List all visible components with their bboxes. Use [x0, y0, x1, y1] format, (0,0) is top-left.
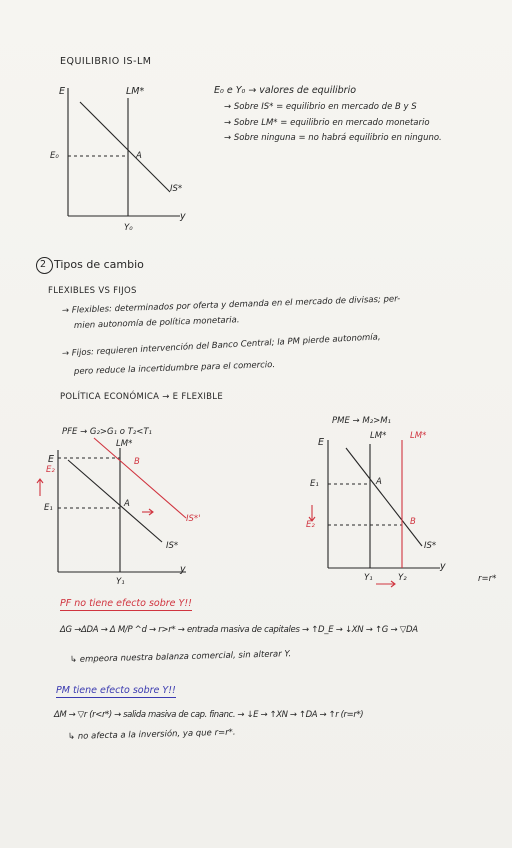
bullet-fijos-1: → Fijos: requieren intervención del Banco Central; la PM pierde autonomía, — [61, 332, 381, 359]
g1-y-label: E — [59, 86, 66, 97]
pf-consequence: ↳ empeora nuestra balanza comercial, sin alterar Y. — [69, 649, 292, 665]
g3-lm-label: LM* — [370, 431, 387, 441]
pf-title: PF no tiene efecto sobre Y!! — [60, 598, 192, 609]
g1-y0-label: Y₀ — [124, 223, 133, 233]
g1-point-a: A — [136, 151, 142, 161]
g3-point-a: A — [376, 477, 382, 487]
g3-x-label: y — [440, 561, 446, 572]
g3-e1-label: E₁ — [310, 479, 319, 489]
pf-side-note: r=r* — [478, 574, 497, 584]
g1-lm-label: LM* — [126, 86, 145, 97]
g2-e1-label: E₁ — [44, 503, 53, 513]
note-none: → Sobre ninguna = no habrá equilibrio en ninguno. — [224, 133, 442, 143]
note-is: → Sobre IS* = equilibrio en mercado de B y S — [224, 102, 417, 112]
policy-title: POLÍTICA ECONÓMICA → E FLEXIBLE — [60, 392, 224, 402]
g3-y-label: E — [318, 437, 325, 448]
g2-point-b: B — [134, 457, 140, 467]
g2-y-label: E — [48, 454, 55, 465]
g3-is-label: IS* — [424, 541, 437, 551]
bullet-flexibles-1: → Flexibles: determinados por oferta y demanda en el mercado de divisas; per- — [61, 294, 401, 316]
g3-e2-label: E₂ — [306, 520, 315, 530]
note-lm: → Sobre LM* = equilibrio en mercado monetario — [224, 118, 430, 128]
g3-is-curve — [346, 448, 422, 546]
g2-x-label: y — [180, 564, 186, 575]
g1-is-label: IS* — [170, 184, 183, 194]
g2-point-a: A — [124, 499, 130, 509]
g1-x-label: y — [180, 211, 186, 222]
section-subtitle: FLEXIBLES VS FIJOS — [48, 286, 137, 296]
section-title: Tipos de cambio — [54, 258, 144, 271]
g3-header: PME → M₂>M₁ — [332, 416, 391, 426]
g3-point-b: B — [410, 517, 416, 527]
pm-title: PM tiene efecto sobre Y!! — [56, 685, 176, 696]
bullet-flexibles-2: mien autonomía de política monetaria. — [73, 315, 240, 331]
page-title: EQUILIBRIO IS-LM — [60, 56, 152, 67]
g2-y1-label: Y₁ — [116, 577, 125, 587]
g1-e0-label: E₀ — [50, 151, 59, 161]
g2-header: PFE → G₂>G₁ o T₂<T₁ — [62, 427, 152, 437]
g3-y1-label: Y₁ — [364, 573, 373, 583]
note-equilibrium-values: E₀ e Y₀ → valores de equilibrio — [214, 85, 357, 96]
pf-chain: ΔG →ΔDA → Δ M/P ^d → r>r* → entrada masiva de capitales → ↑D_E → ↓XN → ↑G → ▽DA — [60, 625, 418, 635]
g3-lm2-label: LM* — [410, 431, 427, 441]
g2-lm-label: LM* — [116, 439, 133, 449]
g2-e2-label: E₂ — [46, 465, 55, 475]
g2-is-label: IS* — [166, 541, 179, 551]
pm-chain: ΔM → ▽r (r<r*) → salida masiva de cap. financ. → ↓E → ↑XN → ↑DA → ↑r (r=r*) — [54, 710, 364, 720]
g2-is2-label: IS*' — [186, 514, 201, 524]
section-number: 2 — [40, 259, 47, 270]
bullet-fijos-2: pero reduce la incertidumbre para el comercio. — [73, 359, 276, 377]
pm-consequence: ↳ no afecta a la inversión, ya que r=r*. — [67, 727, 236, 742]
g3-y2-label: Y₂ — [398, 573, 407, 583]
